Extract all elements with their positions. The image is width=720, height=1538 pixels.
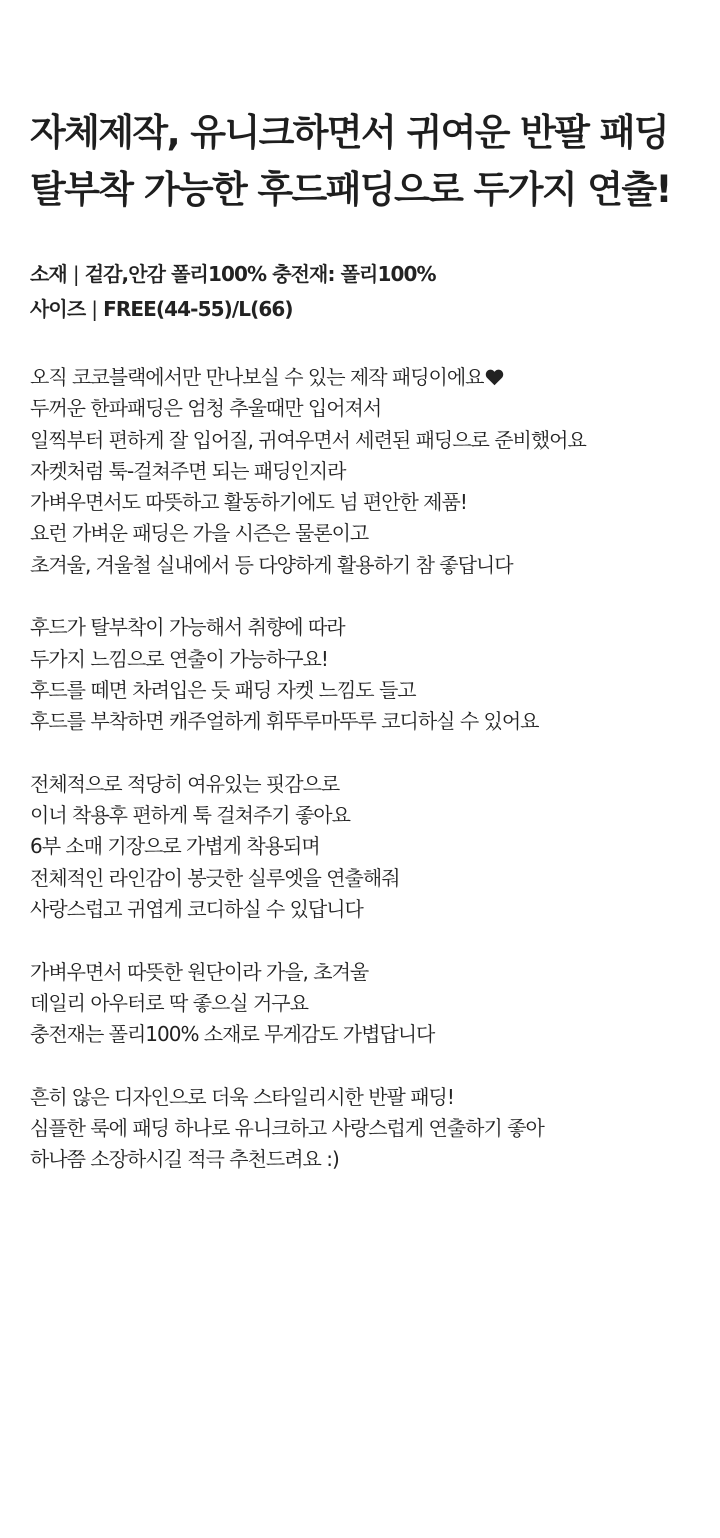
paragraph-intro [30, 362, 700, 581]
headline-line-1: 자체제작, 유니크하면서 귀여운 반팔 패딩 [30, 111, 668, 154]
paragraph-hood [30, 612, 700, 737]
text-line: 일찍부터 편하게 잘 입어질, 귀여우면서 세련된 패딩으로 준비했어요 [30, 427, 586, 452]
product-specs [30, 257, 690, 327]
text-line: 초겨울, 겨울철 실내에서 등 다양하게 활용하기 참 좋답니다 [30, 552, 513, 577]
text-line: 전체적으로 적당히 여유있는 핏감으로 [30, 771, 340, 796]
spec-material-row [30, 257, 690, 292]
spec-separator: | [91, 297, 98, 321]
spec-material-value: 겉감,안감 폴리100% 충전재: 폴리100% [84, 262, 436, 286]
spec-size-row [30, 292, 690, 327]
text-line: 사랑스럽고 귀엽게 코디하실 수 있답니다 [30, 897, 363, 922]
spec-size-value: FREE(44-55)/L(66) [103, 297, 293, 321]
text-line [30, 362, 700, 393]
spec-size-label: 사이즈 [30, 297, 86, 321]
text-line: 데일리 아우터로 딱 좋으실 거구요 [30, 990, 308, 1015]
text-line: 6부 소매 기장으로 가볍게 착용되며 [30, 834, 320, 859]
text-line: 심플한 룩에 패딩 하나로 유니크하고 사랑스럽게 연출하기 좋아 [30, 1116, 544, 1141]
paragraph-closing [30, 1082, 700, 1176]
text-line: 충전재는 폴리100% 소재로 무게감도 가볍답니다 [30, 1022, 435, 1047]
text-line: 흔히 않은 디자인으로 더욱 스타일리시한 반팔 패딩! [30, 1084, 454, 1109]
text-line: 자켓처럼 툭-걸쳐주면 되는 패딩인지라 [30, 458, 346, 483]
paragraph-fabric [30, 957, 700, 1051]
spec-separator: | [72, 262, 79, 286]
text-line: 전체적인 라인감이 봉긋한 실루엣을 연출해줘 [30, 865, 400, 890]
text-line: 가벼우면서 따뜻한 원단이라 가을, 초겨울 [30, 959, 369, 984]
headline-line-2: 탈부착 가능한 후드패딩으로 두가지 연출! [30, 168, 671, 211]
description-body [30, 362, 700, 1207]
text-line: 요런 가벼운 패딩은 가을 시즌은 물론이고 [30, 521, 369, 546]
text-line: 두가지 느낌으로 연출이 가능하구요! [30, 646, 328, 671]
text-line: 후드를 부착하면 캐주얼하게 휘뚜루마뚜루 코디하실 수 있어요 [30, 709, 539, 734]
heart-icon [485, 369, 504, 386]
paragraph-fit [30, 769, 700, 925]
page-title [30, 104, 710, 218]
text-line-content: 오직 코코블랙에서만 만나보실 수 있는 제작 패딩이에요 [30, 365, 484, 389]
spec-material-label: 소재 [30, 262, 67, 286]
text-line: 후드가 탈부착이 가능해서 취향에 따라 [30, 615, 345, 640]
text-line: 후드를 떼면 차려입은 듯 패딩 자켓 느낌도 들고 [30, 677, 416, 702]
text-line: 하나쯤 소장하시길 적극 추천드려요 :) [30, 1147, 339, 1172]
text-line: 가벼우면서도 따뜻하고 활동하기에도 넘 편안한 제품! [30, 490, 467, 515]
text-line: 이너 착용후 편하게 툭 걸쳐주기 좋아요 [30, 803, 350, 828]
text-line: 두꺼운 한파패딩은 엄청 추울때만 입어져서 [30, 396, 382, 421]
